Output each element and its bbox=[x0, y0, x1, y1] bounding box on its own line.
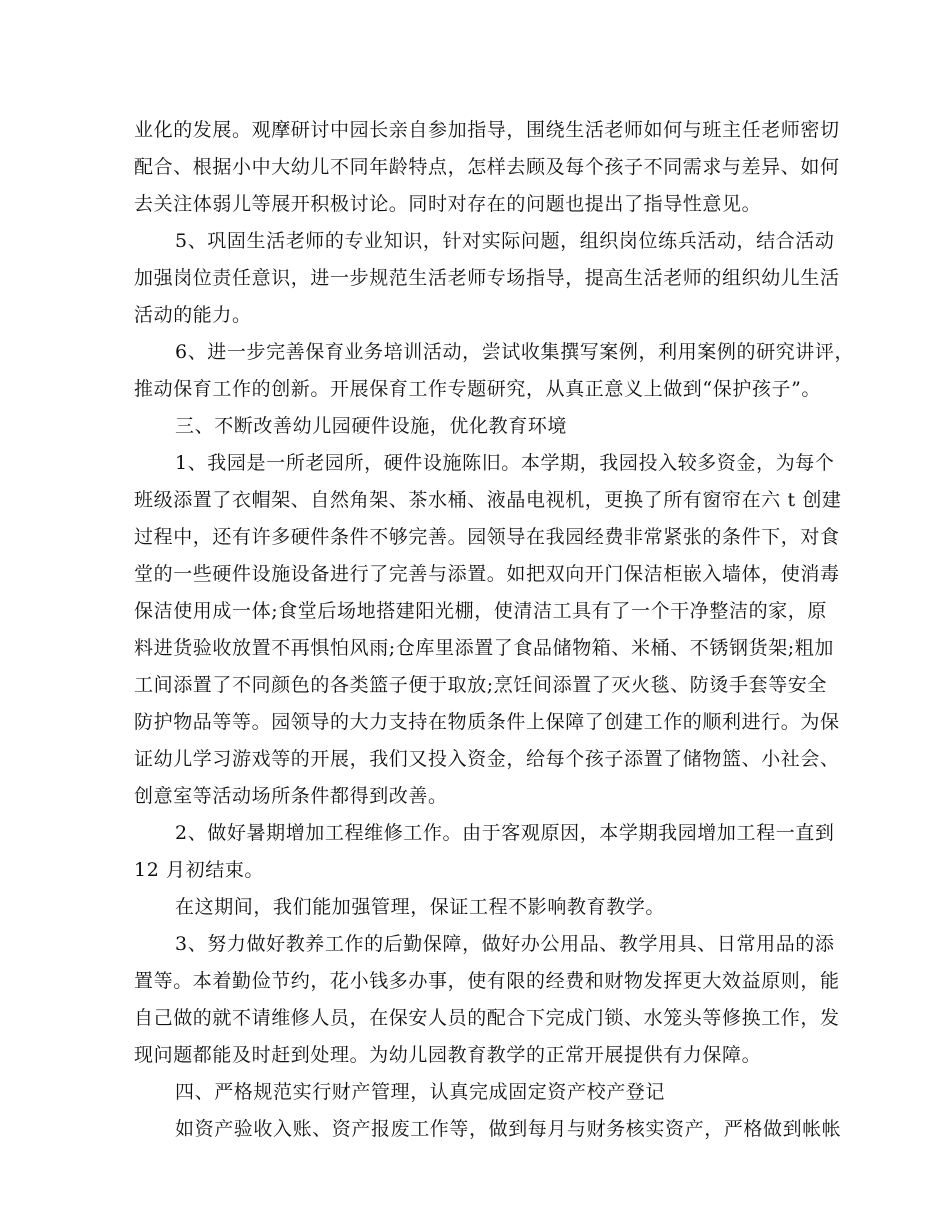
text-line: 12 月初结束。 bbox=[134, 859, 265, 881]
text-line: 推动保育工作的创新。开展保育工作专题研究，从真正意义上做到“保护孩子”。 bbox=[134, 378, 822, 400]
text-line: 防护物品等等。园领导的大力支持在物质条件上保障了创建工作的顺利进行。为保 bbox=[134, 711, 840, 733]
text-line: 自己做的就不请维修人员，在保安人员的配合下完成门锁、水笼头等修换工作，发 bbox=[134, 1007, 840, 1029]
text-line: 置等。本着勤俭节约，花小钱多办事，使有限的经费和财物发挥更大效益原则，能 bbox=[134, 970, 840, 992]
text-line: 在这期间，我们能加强管理，保证工程不影响教育教学。 bbox=[175, 896, 666, 918]
text-line: 料进货验收放置不再惧怕风雨;仓库里添置了食品储物箱、米桶、不锈钢货架;粗加 bbox=[134, 637, 835, 659]
text-line: 证幼儿学习游戏等的开展，我们又投入资金，给每个孩子添置了储物篮、小社会、 bbox=[134, 748, 840, 770]
text-line: 3、努力做好教养工作的后勤保障，做好办公用品、教学用具、日常用品的添 bbox=[175, 933, 835, 955]
text-line: 现问题都能及时赶到处理。为幼儿园教育教学的正常开展提供有力保障。 bbox=[134, 1044, 762, 1066]
section-heading: 三、不断改善幼儿园硬件设施，优化教育环境 bbox=[175, 415, 568, 437]
text-line: 去关注体弱儿等展开积极讨论。同时对存在的问题也提出了指导性意见。 bbox=[134, 193, 762, 215]
section-heading: 四、严格规范实行财产管理，认真完成固定资产校产登记 bbox=[175, 1081, 666, 1103]
text-line: 1、我园是一所老园所，硬件设施陈旧。本学期，我园投入较多资金，为每个 bbox=[175, 452, 835, 474]
text-line: 班级添置了衣帽架、自然角架、茶水桶、液晶电视机，更换了所有窗帘在六 t 创建 bbox=[134, 489, 842, 511]
text-line: 工间添置了不同颜色的各类篮子便于取放;烹饪间添置了灭火毯、防烫手套等安全 bbox=[134, 674, 828, 696]
text-line: 2、做好暑期增加工程维修工作。由于客观原因，本学期我园增加工程一直到 bbox=[175, 822, 835, 844]
text-line: 保洁使用成一体;食堂后场地搭建阳光棚，使清洁工具有了一个干净整洁的家，原 bbox=[134, 600, 828, 622]
text-line: 5、巩固生活老师的专业知识，针对实际问题，组织岗位练兵活动，结合活动 bbox=[175, 230, 835, 252]
text-line: 创意室等活动场所条件都得到改善。 bbox=[134, 785, 448, 807]
text-line: 堂的一些硬件设施设备进行了完善与添置。如把双向开门保洁柜嵌入墙体，使消毒 bbox=[134, 563, 840, 585]
text-line: 6、进一步完善保育业务培训活动，尝试收集撰写案例，利用案例的研究讲评， bbox=[175, 341, 855, 363]
text-line: 配合、根据小中大幼儿不同年龄特点，怎样去顾及每个孩子不同需求与差异、如何 bbox=[134, 156, 840, 178]
text-line: 过程中，还有许多硬件条件不够完善。园领导在我园经费非常紧张的条件下，对食 bbox=[134, 526, 840, 548]
text-line: 如资产验收入账、资产报废工作等，做到每月与财务核实资产，严格做到帐帐 bbox=[175, 1118, 842, 1140]
text-line: 加强岗位责任意识，进一步规范生活老师专场指导，提高生活老师的组织幼儿生活 bbox=[134, 267, 840, 289]
text-line: 活动的能力。 bbox=[134, 304, 252, 326]
text-line: 业化的发展。观摩研讨中园长亲自参加指导，围绕生活老师如何与班主任老师密切 bbox=[134, 119, 840, 141]
